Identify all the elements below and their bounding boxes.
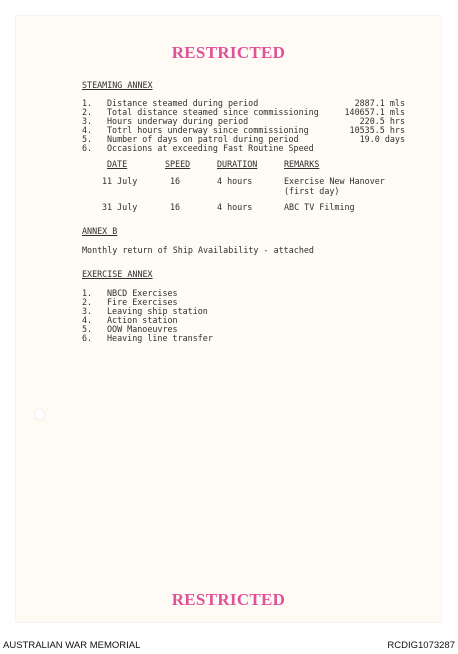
table-cell-speed: 16 bbox=[170, 176, 181, 186]
list-item: Occasions at exceeding Fast Routine Speed bbox=[107, 143, 314, 153]
list-item-value: 140657.1 mls bbox=[344, 107, 405, 117]
document-page bbox=[16, 16, 441, 622]
list-item-number: 1. bbox=[82, 288, 93, 298]
list-item-value: 19.0 days bbox=[359, 134, 405, 144]
list-item: Hours underway during period bbox=[107, 116, 249, 126]
list-item: Totrl hours underway since commissioning bbox=[107, 125, 309, 135]
table-header-duration: DURATION bbox=[217, 159, 258, 169]
list-item: Fire Exercises bbox=[107, 297, 178, 307]
restricted-stamp-bottom: RESTRICTED bbox=[171, 590, 286, 609]
annex-b-heading: ANNEX B bbox=[82, 226, 118, 236]
list-item-number: 3. bbox=[82, 116, 93, 126]
table-cell-remarks: ABC TV Filming bbox=[284, 202, 355, 212]
list-item: Number of days on patrol during period bbox=[107, 134, 299, 144]
list-item-number: 5. bbox=[82, 324, 93, 334]
table-cell-speed: 16 bbox=[170, 202, 181, 212]
list-item: Total distance steamed since commissioning bbox=[107, 107, 319, 117]
punch-hole bbox=[34, 409, 45, 420]
list-item-number: 4. bbox=[82, 125, 93, 135]
list-item-number: 3. bbox=[82, 306, 93, 316]
list-item: Action station bbox=[107, 315, 178, 325]
table-header-remarks: REMARKS bbox=[284, 159, 320, 169]
list-item-number: 4. bbox=[82, 315, 93, 325]
table-cell-remarks: Exercise New Hanover (first day) bbox=[284, 176, 385, 196]
table-cell-date: 31 July bbox=[102, 202, 138, 212]
list-item-number: 6. bbox=[82, 143, 93, 153]
exercise-annex-heading: EXERCISE ANNEX bbox=[82, 269, 153, 279]
footer-record-id: RCDIG1073287 bbox=[387, 640, 455, 651]
table-cell-date: 11 July bbox=[102, 176, 138, 186]
table-cell-duration: 4 hours bbox=[217, 202, 253, 212]
list-item: Heaving line transfer bbox=[107, 333, 213, 343]
list-item-value: 2887.1 mls bbox=[354, 98, 405, 108]
restricted-stamp-top: RESTRICTED bbox=[171, 43, 286, 62]
table-header-date: DATE bbox=[107, 159, 128, 169]
table-cell-duration: 4 hours bbox=[217, 176, 253, 186]
list-item-value: 10535.5 hrs bbox=[349, 125, 405, 135]
list-item-number: 2. bbox=[82, 297, 93, 307]
list-item-number: 6. bbox=[82, 333, 93, 343]
list-item: OOW Manoeuvres bbox=[107, 324, 178, 334]
table-header-speed: SPEED bbox=[165, 159, 191, 169]
steaming-annex-heading: STEAMING ANNEX bbox=[82, 80, 153, 90]
list-item-number: 5. bbox=[82, 134, 93, 144]
list-item-number: 2. bbox=[82, 107, 93, 117]
footer-archive-name: AUSTRALIAN WAR MEMORIAL bbox=[3, 640, 141, 651]
list-item: Leaving ship station bbox=[107, 306, 208, 316]
list-item-number: 1. bbox=[82, 98, 93, 108]
list-item: Distance steamed during period bbox=[107, 98, 259, 108]
list-item: NBCD Exercises bbox=[107, 288, 178, 298]
list-item-value: 220.5 hrs bbox=[359, 116, 405, 126]
annex-b-text: Monthly return of Ship Availability - attached bbox=[82, 245, 314, 255]
